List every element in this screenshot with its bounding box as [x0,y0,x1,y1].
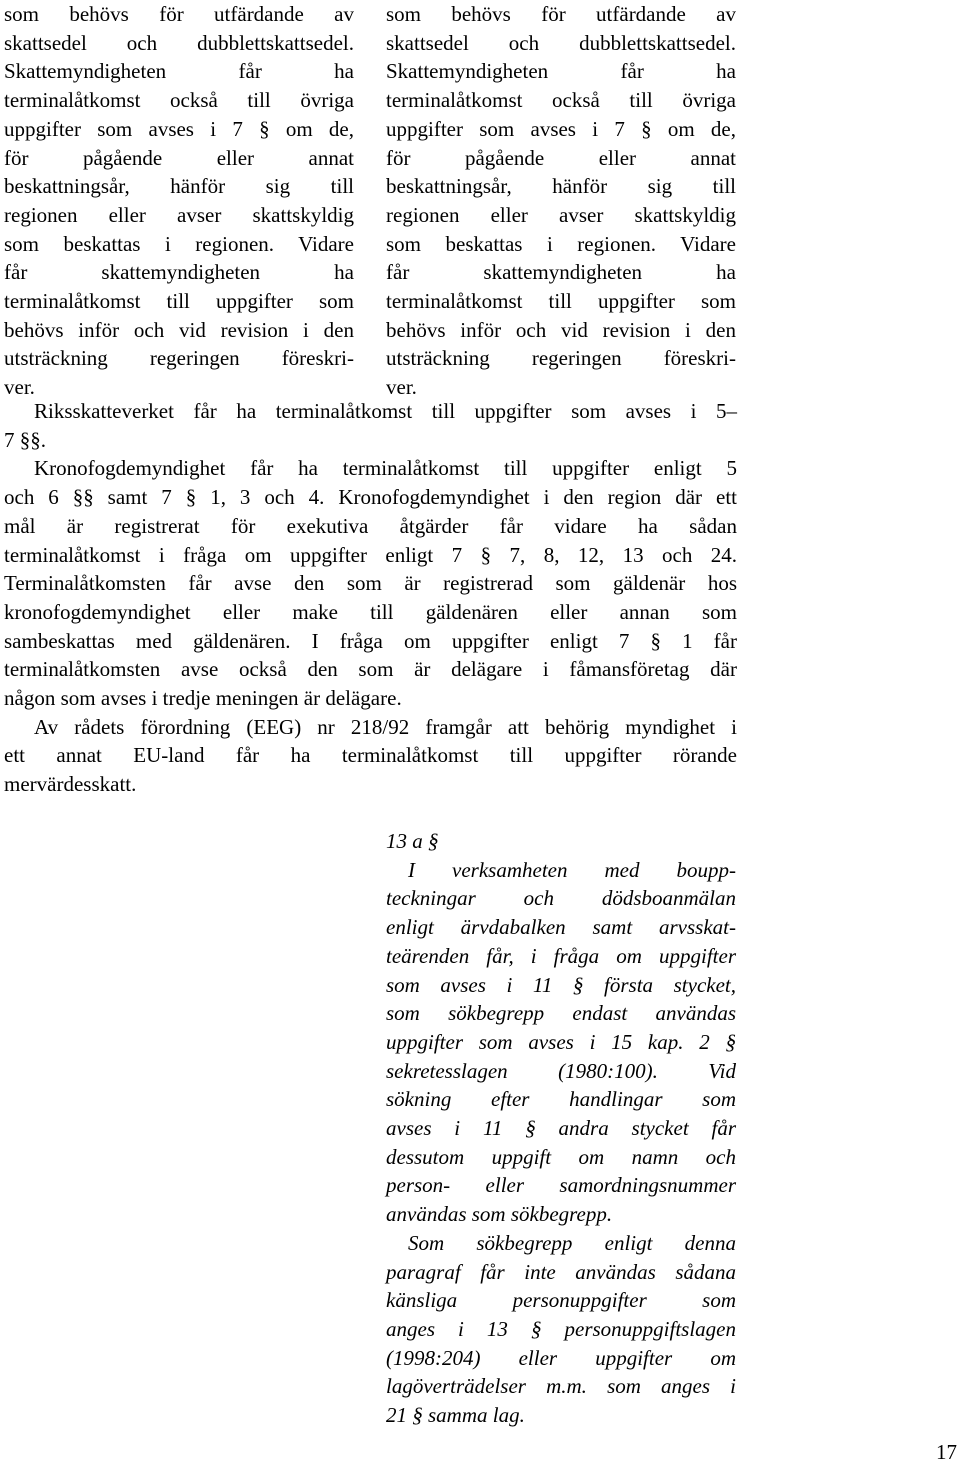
section-13a [386,827,736,1430]
page-number: 17 [936,1440,957,1464]
text-line: som sökbegrepp endast användas [386,1001,736,1026]
text-line: får skattemyndigheten ha [386,260,736,285]
text-line: som avses i 11 § första stycket, [386,972,736,997]
text-line: sökning efter handlingar som [386,1087,736,1112]
text-line: Riksskatteverket får ha terminalåtkomst till uppgifter som avses i 5– [34,399,737,423]
text-line: uppgifter som avses i 15 kap. 2 § [386,1029,736,1054]
text-line: sekretesslagen (1980:100). Vid [386,1058,736,1083]
text-line: terminalåtkomst till uppgifter som [386,289,736,314]
text-line: som beskattas i regionen. Vidare [4,231,354,256]
text-line: ver. [386,375,417,400]
text-line: regionen eller avser skattskyldig [4,202,354,227]
text-line: terminalåtkomst i fråga om uppgifter enligt 7 § 7, 8, 12, 13 och 24. [4,542,737,567]
text-line: som beskattas i regionen. Vidare [386,231,736,256]
text-line: skattsedel och dubblettskattsedel. [386,30,736,55]
text-line: Kronofogdemyndighet får ha terminalåtkomst till uppgifter enligt 5 [34,456,737,481]
text-line: som behövs för utfärdande av [4,2,354,26]
text-line: uppgifter som avses i 7 § om de, [386,116,736,141]
text-line: terminalåtkomst också till övriga [386,88,736,113]
text-line: för pågående eller annat [4,145,354,170]
text-line: 13 a § [386,829,439,853]
text-line: person- eller samordningsnummer [386,1173,736,1198]
text-line: Av rådets förordning (EEG) nr 218/92 framgår att behörig myndighet i [34,714,737,739]
text-line: paragraf får inte användas sådana [386,1259,736,1284]
text-line: behövs inför och vid revision i den [4,317,354,342]
text-line: får skattemyndigheten ha [4,260,354,285]
text-line: sambeskattas med gäldenären. I fråga om uppgifter enligt 7 § 1 får [4,628,737,653]
text-line: Terminalåtkomsten får avse den som är registrerad som gäldenär hos [4,571,737,596]
text-line: som behövs för utfärdande av [386,2,736,26]
text-line: utsträckning regeringen föreskri- [386,346,736,371]
text-line: mervärdesskatt. [4,772,137,797]
text-line: behövs inför och vid revision i den [386,317,736,342]
text-line: enligt ärvdabalken samt arvsskat- [386,915,736,940]
text-line: beskattningsår, hänför sig till [4,174,354,199]
text-line: och 6 §§ samt 7 § 1, 3 och 4. Kronofogdemyndighet i den region där ett [4,485,737,510]
text-line: Skattemyndigheten får ha [386,59,736,84]
text-line: ver. [4,375,35,400]
left-column [4,0,354,402]
text-line: regionen eller avser skattskyldig [386,202,736,227]
text-line: lagöverträdelser m.m. som anges i [386,1374,736,1399]
text-line: anges i 13 § personuppgiftslagen [386,1316,736,1341]
text-line: Som sökbegrepp enligt denna [408,1230,736,1255]
text-line: teckningar och dödsboanmälan [386,886,736,911]
text-line: terminalåtkomsten avse också den som är delägare i fåmansföretag där [4,657,737,682]
text-line: kronofogdemyndighet eller make till gäldenären eller annan som [4,599,737,624]
text-line: dessutom uppgift om namn och [386,1144,736,1169]
text-line: terminalåtkomst till uppgifter som [4,289,354,314]
text-line: Skattemyndigheten får ha [4,59,354,84]
text-line: någon som avses i tredje meningen är delägare. [4,686,402,711]
text-line: I verksamheten med boupp- [408,857,736,882]
text-line: användas som sökbegrepp. [386,1202,613,1227]
text-line: skattsedel och dubblettskattsedel. [4,30,354,55]
text-line: känsliga personuppgifter som [386,1288,736,1313]
text-line: mål är registrerat för exekutiva åtgärder får vidare ha sådan [4,513,737,538]
full-width-paragraphs [4,397,737,799]
text-line: för pågående eller annat [386,145,736,170]
text-line: utsträckning regeringen föreskri- [4,346,354,371]
text-line: 7 §§. [4,427,46,452]
text-line: (1998:204) eller uppgifter om [386,1345,736,1370]
right-column [386,0,736,402]
text-line: avses i 11 § andra stycket får [386,1116,736,1141]
text-line: 21 § samma lag. [386,1403,525,1428]
text-line: ett annat EU-land får ha terminalåtkomst till uppgifter rörande [4,743,737,768]
text-line: teärenden får, i fråga om uppgifter [386,943,736,968]
text-line: terminalåtkomst också till övriga [4,88,354,113]
text-line: uppgifter som avses i 7 § om de, [4,116,354,141]
text-line: beskattningsår, hänför sig till [386,174,736,199]
